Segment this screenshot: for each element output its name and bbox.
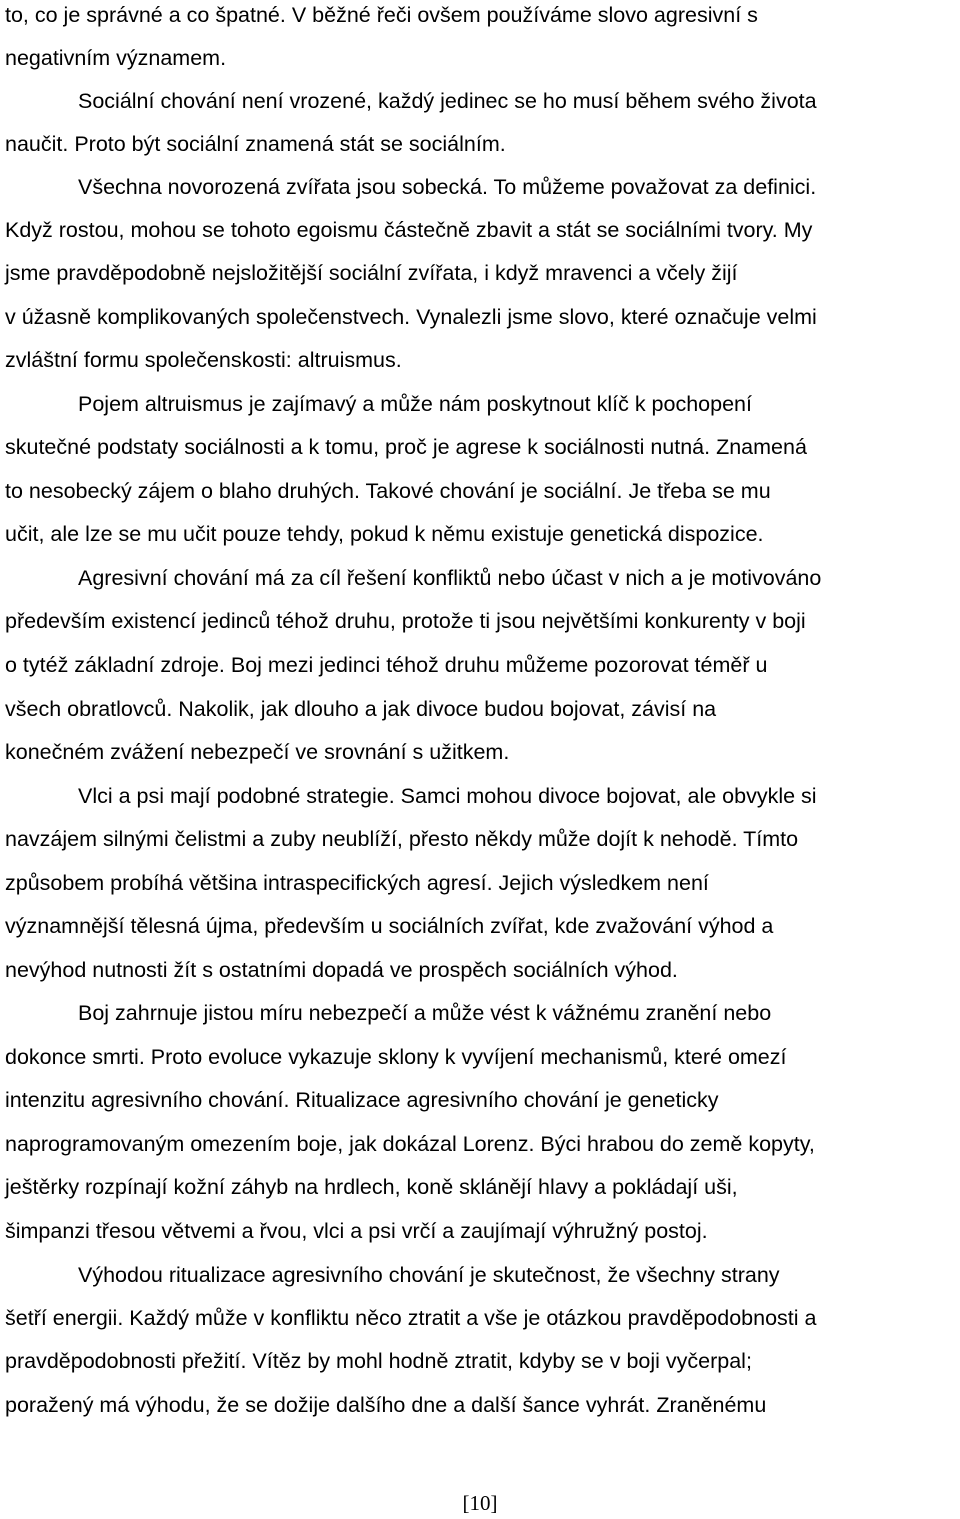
text-line: poražený má výhodu, že se dožije dalšího dne a další šance vyhrát. Zraněnému (5, 1393, 767, 1417)
text-line: skutečné podstaty sociálnosti a k tomu, proč je agrese k sociálnosti nutná. Znamená (5, 435, 807, 459)
text-line: navzájem silnými čelistmi a zuby neublíží, přesto někdy může dojít k nehodě. Tímto (5, 827, 799, 851)
page-number: [10] (462, 1491, 498, 1515)
text-line: všech obratlovců. Nakolik, jak dlouho a jak divoce budou bojovat, závisí na (5, 697, 717, 721)
text-line: dokonce smrti. Proto evoluce vykazuje sklony k vyvíjení mechanismů, které omezí (5, 1045, 787, 1069)
text-line: způsobem probíhá většina intraspecifických agresí. Jejich výsledkem není (5, 871, 709, 895)
text-line: Pojem altruismus je zajímavý a může nám poskytnout klíč k pochopení (78, 392, 752, 416)
text-line: zvláštní formu společenskosti: altruismus. (5, 348, 402, 372)
text-line: naprogramovaným omezením boje, jak dokázal Lorenz. Býci hrabou do země kopyty, (5, 1132, 815, 1156)
text-line: Výhodou ritualizace agresivního chování je skutečnost, že všechny strany (78, 1263, 780, 1287)
text-line: Když rostou, mohou se tohoto egoismu částečně zbavit a stát se sociálními tvory. My (5, 218, 813, 242)
text-line: jsme pravděpodobně nejsložitější sociální zvířata, i když mravenci a včely žijí (5, 261, 738, 285)
text-line: naučit. Proto být sociální znamená stát se sociálním. (5, 132, 506, 156)
text-line: šimpanzi třesou větvemi a řvou, vlci a psi vrčí a zaujímají výhružný postoj. (5, 1219, 708, 1243)
text-line: v úžasně komplikovaných společenstvech. Vynalezli jsme slovo, které označuje velmi (5, 305, 817, 329)
text-line: Vlci a psi mají podobné strategie. Samci mohou divoce bojovat, ale obvykle si (78, 784, 817, 808)
text-line: významnější tělesná újma, především u sociálních zvířat, kde zvažování výhod a (5, 914, 774, 938)
text-line: šetří energii. Každý může v konfliktu něco ztratit a vše je otázkou pravděpodobnosti a (5, 1306, 817, 1330)
text-line: konečném zvážení nebezpečí ve srovnání s užitkem. (5, 740, 510, 764)
text-line: Agresivní chování má za cíl řešení konfliktů nebo účast v nich a je motivováno (78, 566, 822, 590)
text-line: Sociální chování není vrozené, každý jedinec se ho musí během svého života (78, 89, 817, 113)
text-line: Všechna novorozená zvířata jsou sobecká. To můžeme považovat za definici. (78, 175, 817, 199)
text-line: nevýhod nutnosti žít s ostatními dopadá ve prospěch sociálních výhod. (5, 958, 678, 982)
text-line: to, co je správné a co špatné. V běžné řeči ovšem používáme slovo agresivní s (5, 3, 758, 27)
text-line: ještěrky rozpínají kožní záhyb na hrdlech, koně sklánějí hlavy a pokládají uši, (5, 1175, 738, 1199)
text-line: negativním významem. (5, 46, 227, 70)
text-line: o tytéž základní zdroje. Boj mezi jedinci téhož druhu můžeme pozorovat téměř u (5, 653, 768, 677)
text-line: především existencí jedinců téhož druhu, protože ti jsou největšími konkurenty v boji (5, 609, 806, 633)
text-line: intenzitu agresivního chování. Ritualizace agresivního chování je geneticky (5, 1088, 719, 1112)
text-line: učit, ale lze se mu učit pouze tehdy, pokud k němu existuje genetická dispozice. (5, 522, 764, 546)
text-line: Boj zahrnuje jistou míru nebezpečí a může vést k vážnému zranění nebo (78, 1001, 772, 1025)
text-line: pravděpodobnosti přežití. Vítěz by mohl hodně ztratit, kdyby se v boji vyčerpal; (5, 1349, 752, 1373)
text-line: to nesobecký zájem o blaho druhých. Takové chování je sociální. Je třeba se mu (5, 479, 771, 503)
